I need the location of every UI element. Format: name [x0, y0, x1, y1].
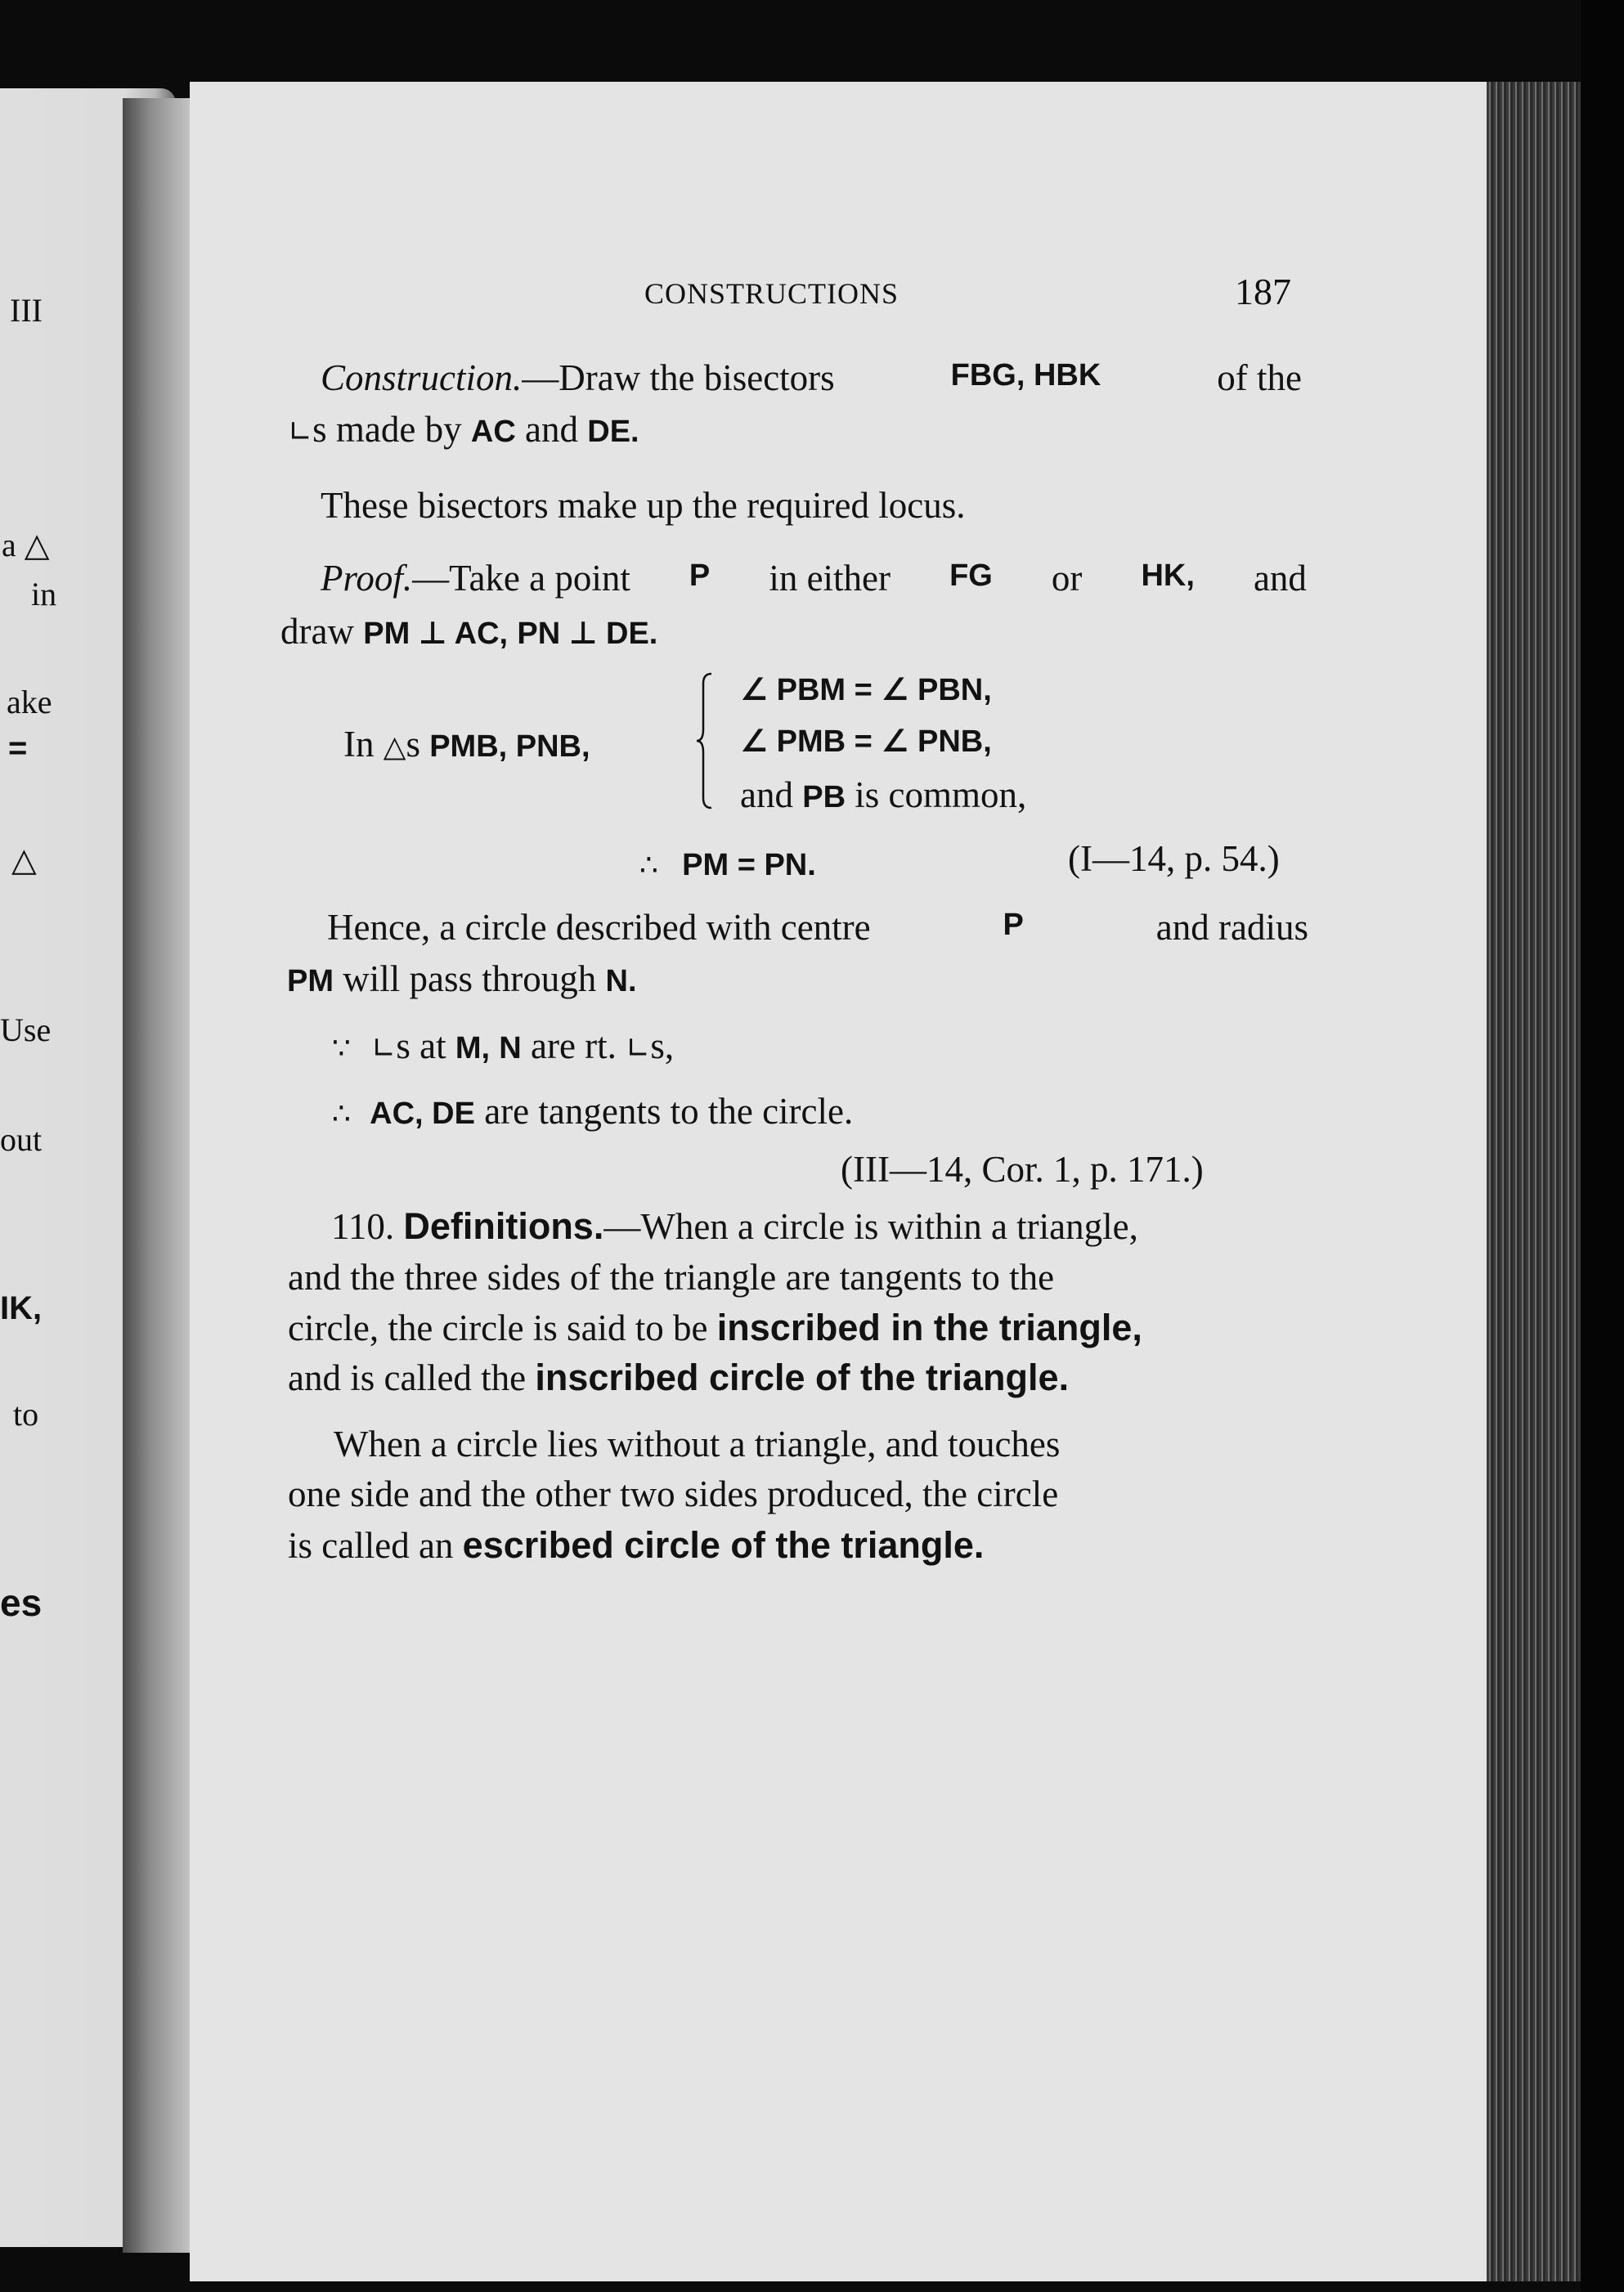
escribed-line-2: one side and the other two sides produced, the circle: [288, 1473, 1059, 1514]
section-number: 110.: [331, 1206, 395, 1247]
definitions-line-4: [288, 1359, 1069, 1397]
left-fragment: IK,: [0, 1290, 43, 1326]
tangents-line: [332, 1093, 853, 1130]
tangents-reference: (III—14, Cor. 1, p. 171.): [841, 1149, 1204, 1190]
circle-line-2: [287, 958, 637, 999]
text: or: [1051, 558, 1083, 599]
left-fragment: a △: [2, 527, 50, 563]
result: PM = PN.: [682, 848, 816, 882]
left-fragment: ake: [7, 684, 52, 720]
line-hk: HK,: [1141, 558, 1195, 593]
reference: (I—14, p. 54.): [1068, 838, 1280, 879]
text: and: [525, 409, 579, 450]
radius-pm: PM: [287, 964, 334, 998]
text: —Take a point: [412, 558, 630, 599]
point-m: M,: [455, 1031, 491, 1065]
term-inscribed-in-triangle: inscribed in the triangle,: [716, 1307, 1142, 1348]
left-fragment: in: [31, 576, 57, 612]
text: in either: [769, 558, 891, 599]
text: circle, the circle is said to be: [288, 1307, 708, 1348]
escribed-line-3: [288, 1524, 985, 1566]
text: s,: [650, 1025, 675, 1066]
definitions-line-2: and the three sides of the triangle are tangents to the: [288, 1257, 1055, 1298]
triangle-icon: △: [383, 730, 406, 764]
construction-label: Construction.: [321, 357, 523, 398]
line-fg: FG: [949, 558, 993, 593]
left-fragment: △: [11, 841, 37, 878]
text: are tangents to the circle.: [484, 1091, 854, 1132]
bisectors-names: FBG, HBK: [950, 358, 1101, 392]
text: and: [740, 774, 793, 815]
therefore-icon: ∴: [332, 1097, 351, 1131]
construction-line-1: [321, 357, 1302, 398]
left-fragment: out: [0, 1121, 43, 1158]
condition-1: ∠ PBM = ∠ PBN,: [740, 673, 992, 707]
term-inscribed-circle: inscribed circle of the triangle.: [535, 1357, 1070, 1398]
text: is called an: [288, 1525, 454, 1566]
text: Hence, a circle described with centre: [327, 907, 871, 948]
text: and radius: [1155, 907, 1308, 948]
page-number: 187: [1235, 271, 1291, 312]
triangles-names: PMB, PNB,: [429, 729, 590, 764]
line-ac: AC: [470, 415, 516, 449]
perpendicular-1: PM ⊥ AC,: [363, 617, 509, 651]
because-icon: ∵: [332, 1032, 351, 1065]
construction-text: —Draw the bisectors: [522, 357, 835, 398]
lines-ac-de: AC, DE: [370, 1097, 475, 1131]
left-fragment: III: [10, 292, 43, 329]
book-gutter: [123, 98, 198, 2253]
circle-line-1: [327, 909, 1308, 946]
proof-line-2: [280, 613, 657, 650]
angle-icon: ∟: [371, 1032, 397, 1065]
definitions-line-3: [288, 1309, 1142, 1347]
construction-line-2: [288, 411, 639, 448]
perpendicular-2: PN ⊥ DE.: [517, 617, 658, 651]
left-fragment: =: [8, 730, 28, 766]
text: and: [1253, 558, 1307, 599]
point-p: P: [1003, 908, 1024, 942]
line-de: DE.: [587, 415, 639, 449]
proof-line-1: [321, 560, 1307, 597]
because-line: [332, 1025, 675, 1066]
point-n: N.: [605, 964, 637, 998]
text: s made by: [312, 409, 462, 450]
angle-icon: ∟: [626, 1032, 651, 1065]
left-fragment: es: [0, 1581, 43, 1624]
text: and is called the: [288, 1357, 527, 1398]
congruence-conclusion: [639, 845, 816, 881]
therefore-icon: ∴: [639, 849, 658, 882]
text: s: [406, 724, 420, 765]
construction-end: of the: [1217, 357, 1302, 398]
text: is common,: [855, 774, 1027, 815]
text: are rt.: [531, 1025, 617, 1066]
term-escribed-circle: escribed circle of the triangle.: [462, 1524, 985, 1566]
congruence-intro: [343, 726, 590, 763]
condition-2: ∠ PMB = ∠ PNB,: [740, 724, 992, 759]
left-fragment: to: [13, 1396, 39, 1433]
text: will pass through: [343, 958, 597, 999]
point-n: N: [499, 1031, 522, 1065]
running-head: CONSTRUCTIONS: [644, 277, 899, 310]
condition-3: [740, 774, 1027, 815]
point-p: P: [689, 558, 711, 593]
page-stack-edge: [1487, 82, 1581, 2281]
brace-icon: [695, 672, 713, 810]
locus-statement: These bisectors make up the required locus.: [321, 485, 966, 526]
angle-icon: ∟: [288, 415, 313, 449]
escribed-line-1: When a circle lies without a triangle, and touches: [334, 1424, 1061, 1464]
text: draw: [280, 611, 354, 652]
scan-border: [1581, 0, 1624, 2292]
section-heading: Definitions.: [403, 1205, 604, 1247]
left-fragment: Use: [0, 1011, 52, 1048]
text: —When a circle is within a triangle,: [603, 1206, 1138, 1247]
side-pb: PB: [802, 780, 846, 814]
definitions-line-1: [331, 1205, 1308, 1247]
proof-label: Proof.: [321, 558, 413, 599]
text: In: [343, 724, 375, 765]
text: s at: [396, 1025, 446, 1066]
